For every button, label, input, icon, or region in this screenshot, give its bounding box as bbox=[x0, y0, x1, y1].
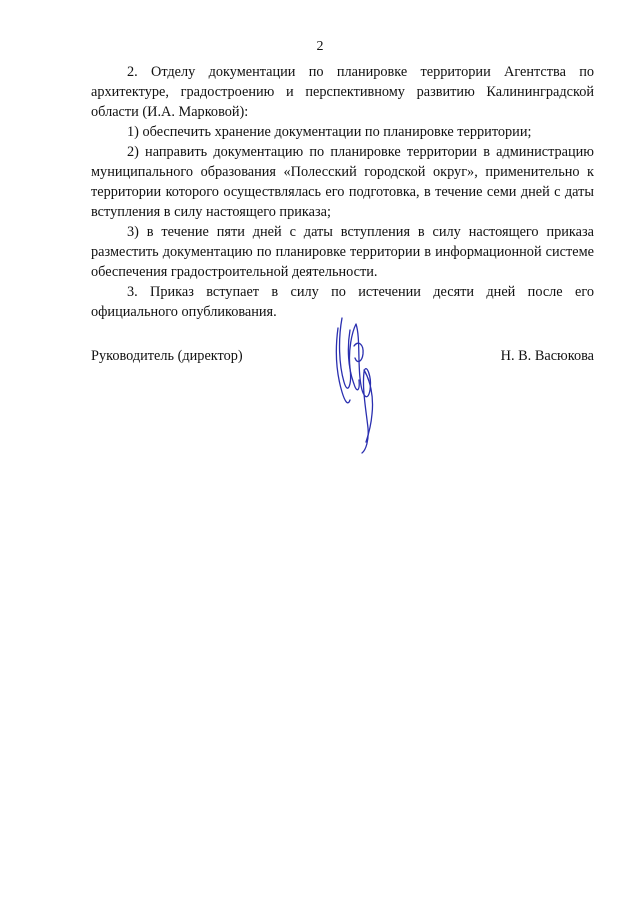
signer-position: Руководитель (директор) bbox=[91, 348, 243, 364]
subparagraph-1: 1) обеспечить хранение документации по планировке территории; bbox=[127, 124, 532, 140]
subparagraph-2: 2) направить документацию по планировке территории в администрацию муниципального образования «Полесский городской округ», применительно к территории которого осуществлялась его подготовка, в течение семи дней с даты вступления в силу настоящего приказа; bbox=[91, 144, 594, 220]
paragraph-item-3: 3. Приказ вступает в силу по истечении десяти дней после его официального опубликования. bbox=[91, 284, 594, 320]
page-number: 2 bbox=[316, 39, 324, 54]
signer-name: Н. В. Васюкова bbox=[500, 348, 594, 364]
signature-stroke-left bbox=[336, 328, 350, 403]
order-body bbox=[91, 62, 594, 322]
handwritten-signature bbox=[330, 310, 380, 455]
paragraph-item-2: 2. Отделу документации по планировке территории Агентства по архитектуре, градостроению и перспективному развитию Калининградской области (И.А. Марковой): bbox=[91, 64, 594, 120]
subparagraph-3: 3) в течение пяти дней с даты вступления в силу настоящего приказа разместить документацию по планировке территории в информационной системе обеспечения градостроительной деятельности. bbox=[91, 224, 594, 280]
